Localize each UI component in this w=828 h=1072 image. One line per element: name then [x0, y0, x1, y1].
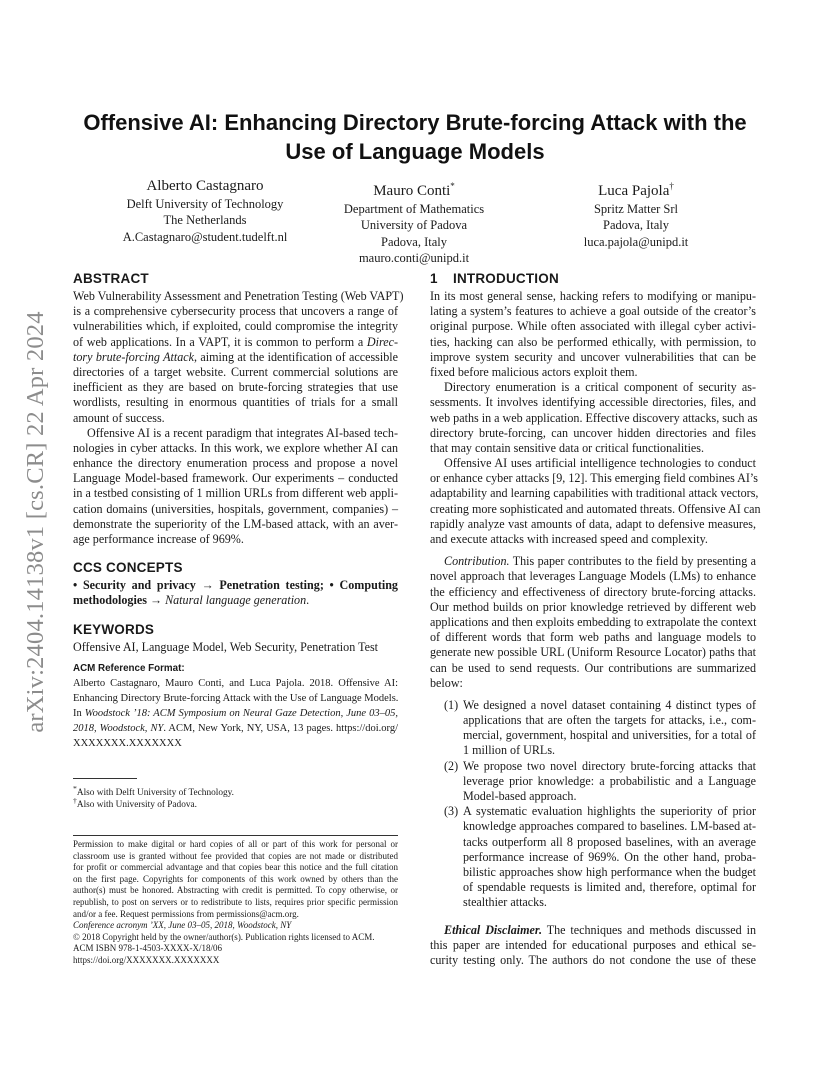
- permission-notice: [73, 839, 398, 967]
- text-line: or enhance cyber attacks [9, 12]. This emerging field combines AI’s: [430, 471, 759, 486]
- ccs-heading: CCS CONCEPTS: [73, 560, 183, 576]
- keywords-heading: KEYWORDS: [73, 621, 155, 637]
- text-line: knowledge approaches compared to baselines. LM-based at-: [463, 819, 756, 834]
- text-line: author(s) must be honored. Abstracting with credit is permitted. To copy otherwise, or: [73, 885, 398, 896]
- text-line: leverage prior knowledge: a probabilistic and a Language: [463, 773, 756, 788]
- text-line: tory brute-forcing Attack, aiming at the identification of accessible: [73, 349, 399, 364]
- text-line: • Security and privacy → Penetration testing; • Computing: [73, 578, 398, 593]
- permission-divider: [73, 835, 398, 836]
- section-number: 1: [430, 271, 438, 286]
- text-line: of different words that form web paths and language models to: [430, 630, 756, 645]
- text-line: and execute attacks with increased speed and complexity.: [430, 532, 708, 546]
- author-pajola: [506, 176, 766, 250]
- paper-title-line-2: Use of Language Models: [285, 139, 545, 164]
- list-item-label: (3): [444, 804, 459, 819]
- text-line: Offensive AI is a recent paradigm that integrates AI-based tech-: [87, 425, 398, 440]
- text-line: age performance increase of 969%.: [73, 532, 244, 546]
- text-line: Directory enumeration is a critical component of security as-: [444, 380, 756, 395]
- footnote: †Also with University of Padova.: [73, 796, 197, 811]
- text-line: performance increase of 969%. On the other hand, proba-: [463, 849, 756, 864]
- italic-term: tory brute-forcing Attack: [73, 349, 194, 364]
- text-line: 1 million of URLs.: [463, 743, 556, 758]
- text-line: original purpose. While often associated with illegal cyber activi-: [430, 319, 756, 334]
- contribution-paragraph: [430, 554, 756, 691]
- text-line: Offensive AI uses artificial intelligence technologies to conduct: [444, 456, 756, 471]
- author-name: Luca Pajola: [598, 183, 670, 199]
- introduction-heading: [430, 270, 756, 288]
- text-line: the efficiency and effectiveness of directory brute-forcing attacks.: [430, 584, 756, 599]
- text-line: novel approach that leverages Language Models (LMs) to enhance: [430, 569, 756, 584]
- text-line: tacks outperform all 8 proposed baselines, with an average: [463, 834, 756, 849]
- text-line: Language Model-based framework. Our experiments – conducted: [73, 471, 398, 486]
- right-column: [430, 270, 761, 968]
- text-line: lating a system’s features to achieve a goal outside of the creator’s: [430, 304, 756, 319]
- text-line: bilistic approaches show high performance when the budget: [463, 864, 756, 879]
- text-line: Permission to make digital or hard copies of all or part of this work for personal or: [73, 839, 398, 849]
- text-line: wordlists, resulting in enormous quantities of trials for a small: [73, 395, 398, 410]
- text-line: this paper are intended for educational purposes and ethical se-: [430, 937, 756, 952]
- ethical-disclaimer-paragraph: [430, 923, 756, 969]
- author-email: luca.pajola@unipd.it: [583, 234, 689, 249]
- abstract-paragraph-2: [73, 426, 398, 548]
- abstract-heading: ABSTRACT: [73, 271, 149, 286]
- text-line: ties, hacking can also be performed ethically, with permission, to: [430, 334, 756, 349]
- text-line: rapidly analyze vast amounts of data, adapt to defensive measures,: [430, 516, 756, 531]
- text-line: is a comprehensive cybersecurity process that uncovers a range of: [73, 304, 398, 319]
- list-item: [430, 804, 756, 910]
- text-line: generate new possible URL (Uniform Resource Locator) paths that: [430, 645, 756, 660]
- text-line: demonstrate the superiority of the LM-based attack, with an aver-: [73, 516, 398, 531]
- author-affiliation: Spritz Matter Srl: [593, 202, 678, 216]
- ccs-concepts: [73, 578, 398, 608]
- author-name: Alberto Castagnaro: [146, 178, 264, 194]
- paper-title: [60, 108, 770, 166]
- text-line: sessments. It involves identifying accessible directories, files, and: [430, 395, 756, 410]
- text-line: of web applications. In a VAPT, it is common to perform a Direc-: [73, 334, 398, 349]
- text-line: directory brute-forcing, can uncover hidden directories and files: [430, 425, 756, 440]
- text-line: © 2018 Copyright held by the owner/author(s). Publication rights licensed to ACM.: [73, 931, 375, 942]
- text-line: enhance the directory enumeration process and propose a novel: [73, 456, 398, 471]
- author-email: mauro.conti@unipd.it: [358, 250, 470, 265]
- text-line: web paths in a web application. Effective discovery attacks, such as: [430, 410, 758, 425]
- text-line: inefficient as they are based on brute-forcing strategies that use: [73, 380, 398, 395]
- author-footnote-mark: †: [669, 181, 674, 191]
- text-line: Web Vulnerability Assessment and Penetration Testing (Web VAPT): [73, 289, 404, 303]
- section-title: INTRODUCTION: [453, 271, 559, 286]
- author-conti: [284, 176, 544, 266]
- text-line: We designed a novel dataset containing 4 distinct types of: [463, 697, 756, 712]
- arxiv-identifier-text: arXiv:2404.14138v1 [cs.CR] 22 Apr 2024: [22, 311, 49, 733]
- text-line: ACM ISBN 978-1-4503-XXXX-X/18/06: [73, 943, 222, 954]
- text-line: vulnerabilities which, if exploited, could compromise the integrity: [73, 319, 398, 334]
- acm-reference-text: [73, 676, 398, 751]
- left-column: [73, 270, 404, 751]
- abstract-paragraph-1: [73, 289, 404, 426]
- text-line: applications that are often the targets for attacks, i.e., com-: [463, 713, 756, 728]
- intro-paragraph-3: [430, 456, 761, 547]
- paper-title-line-1: Offensive AI: Enhancing Directory Brute-forcing Attack with the: [83, 110, 747, 135]
- text-line: for profit or commercial advantage and that copies bear this notice and the full citation: [73, 862, 398, 873]
- text-line: that may contain sensitive data or critical functionalities.: [430, 440, 705, 455]
- text-line: of spendable requests is limited and, therefore, optimal for: [463, 880, 756, 895]
- text-line: XXXXXXX.XXXXXXX: [73, 737, 182, 749]
- intro-paragraph-2: [430, 380, 756, 456]
- list-item-label: (2): [444, 758, 459, 773]
- text-line: below:: [430, 675, 463, 690]
- author-affiliation: The Netherlands: [163, 213, 247, 228]
- text-line: Alberto Castagnaro, Mauro Conti, and Luca Pajola. 2018. Offensive AI:: [73, 677, 398, 689]
- italic-term: Direc-: [366, 334, 398, 349]
- text-line: amount of success.: [73, 410, 165, 425]
- footnote-divider: [73, 778, 137, 779]
- keywords-text: Offensive AI, Language Model, Web Security, Penetration Test: [73, 639, 379, 654]
- text-line: creating more sophisticated and automated threats. Offensive AI can: [430, 501, 761, 516]
- author-affiliation: Delft University of Technology: [126, 197, 284, 211]
- text-line: in a testbed consisting of 1 million URLs from different web appli-: [73, 486, 398, 501]
- acm-reference-heading: ACM Reference Format:: [73, 662, 185, 674]
- contributions-list: [430, 698, 756, 911]
- text-line: fixed before malicious actors exploit them.: [430, 364, 638, 379]
- text-line: Enhancing Directory Brute-forcing Attack with the Use of Language Models.: [73, 692, 399, 704]
- author-affiliation: Department of Mathematics: [343, 202, 485, 216]
- text-line: cation domains (universities, hospitals, government, companies) –: [73, 501, 398, 516]
- text-line: 2018, Woodstock, NY. ACM, New York, NY, USA, 13 pages. https://doi.org/: [73, 722, 398, 734]
- text-line: Contribution. This paper contributes to the field by presenting a: [444, 554, 757, 569]
- text-line: directories of a target website. Current commercial solutions are: [73, 364, 398, 379]
- text-line: classroom use is granted without fee provided that copies are not made or distributed: [73, 850, 398, 861]
- text-line: Conference acronym ’XX, June 03–05, 2018, Woodstock, NY: [73, 920, 292, 931]
- author-name: Mauro Conti: [373, 183, 451, 199]
- text-line: can be used to send requests. Our contributions are summarized: [430, 660, 756, 675]
- footnote: *Also with Delft University of Technology.: [73, 784, 234, 799]
- text-line: A systematic evaluation highlights the superiority of prior: [463, 804, 756, 819]
- author-affiliation: University of Padova: [360, 218, 468, 233]
- text-line: Our method builds on prior knowledge retrieved by different web: [430, 599, 756, 614]
- text-line: nologies in cyber attacks. In this work, we explore whether AI can: [73, 440, 398, 455]
- author-affiliation: Padova, Italy: [603, 218, 669, 233]
- text-line: In its most general sense, hacking refers to modifying or manipu-: [430, 289, 756, 303]
- text-line: mercial, government, hospital and universities, for a total of: [463, 728, 756, 743]
- text-line: Ethical Disclaimer. The techniques and methods discussed in: [444, 922, 756, 937]
- paragraph-label: Contribution.: [444, 554, 510, 569]
- text-line: adaptability and learning capabilities with traditional attack vectors,: [430, 486, 759, 501]
- text-line: We propose two novel directory brute-forcing attacks that: [463, 758, 756, 773]
- list-item: [430, 759, 756, 805]
- text-line: improve system security and uncover vulnerabilities that can be: [430, 349, 756, 364]
- text-line: curity testing only. The authors do not condone the use of these: [430, 952, 756, 967]
- text-line: applications and then exploits embedding to extrapolate the context: [430, 614, 757, 629]
- author-affiliation: Padova, Italy: [381, 234, 447, 249]
- paragraph-label: Ethical Disclaimer.: [444, 922, 542, 937]
- text-line: methodologies → Natural language generation.: [73, 593, 310, 608]
- arxiv-identifier-stamp: [22, 286, 50, 758]
- text-line: republish, to post on servers or to redistribute to lists, requires prior specific permission: [73, 896, 398, 907]
- list-item-label: (1): [444, 697, 459, 712]
- text-line: stealthier attacks.: [463, 895, 547, 910]
- author-email: A.Castagnaro@student.tudelft.nl: [122, 229, 288, 244]
- list-item: [430, 698, 756, 759]
- author-footnote-mark: *: [450, 181, 455, 191]
- text-line: Model-based approach.: [463, 789, 577, 803]
- text-line: on the first page. Copyrights for components of this work owned by others than the: [73, 873, 398, 884]
- text-line: https://doi.org/XXXXXXX.XXXXXXX: [73, 954, 220, 965]
- text-line: In Woodstock ’18: ACM Symposium on Neural Gaze Detection, June 03–05,: [73, 707, 398, 719]
- text-line: and/or a fee. Request permissions from permissions@acm.org.: [73, 908, 299, 919]
- intro-paragraph-1: [430, 289, 756, 380]
